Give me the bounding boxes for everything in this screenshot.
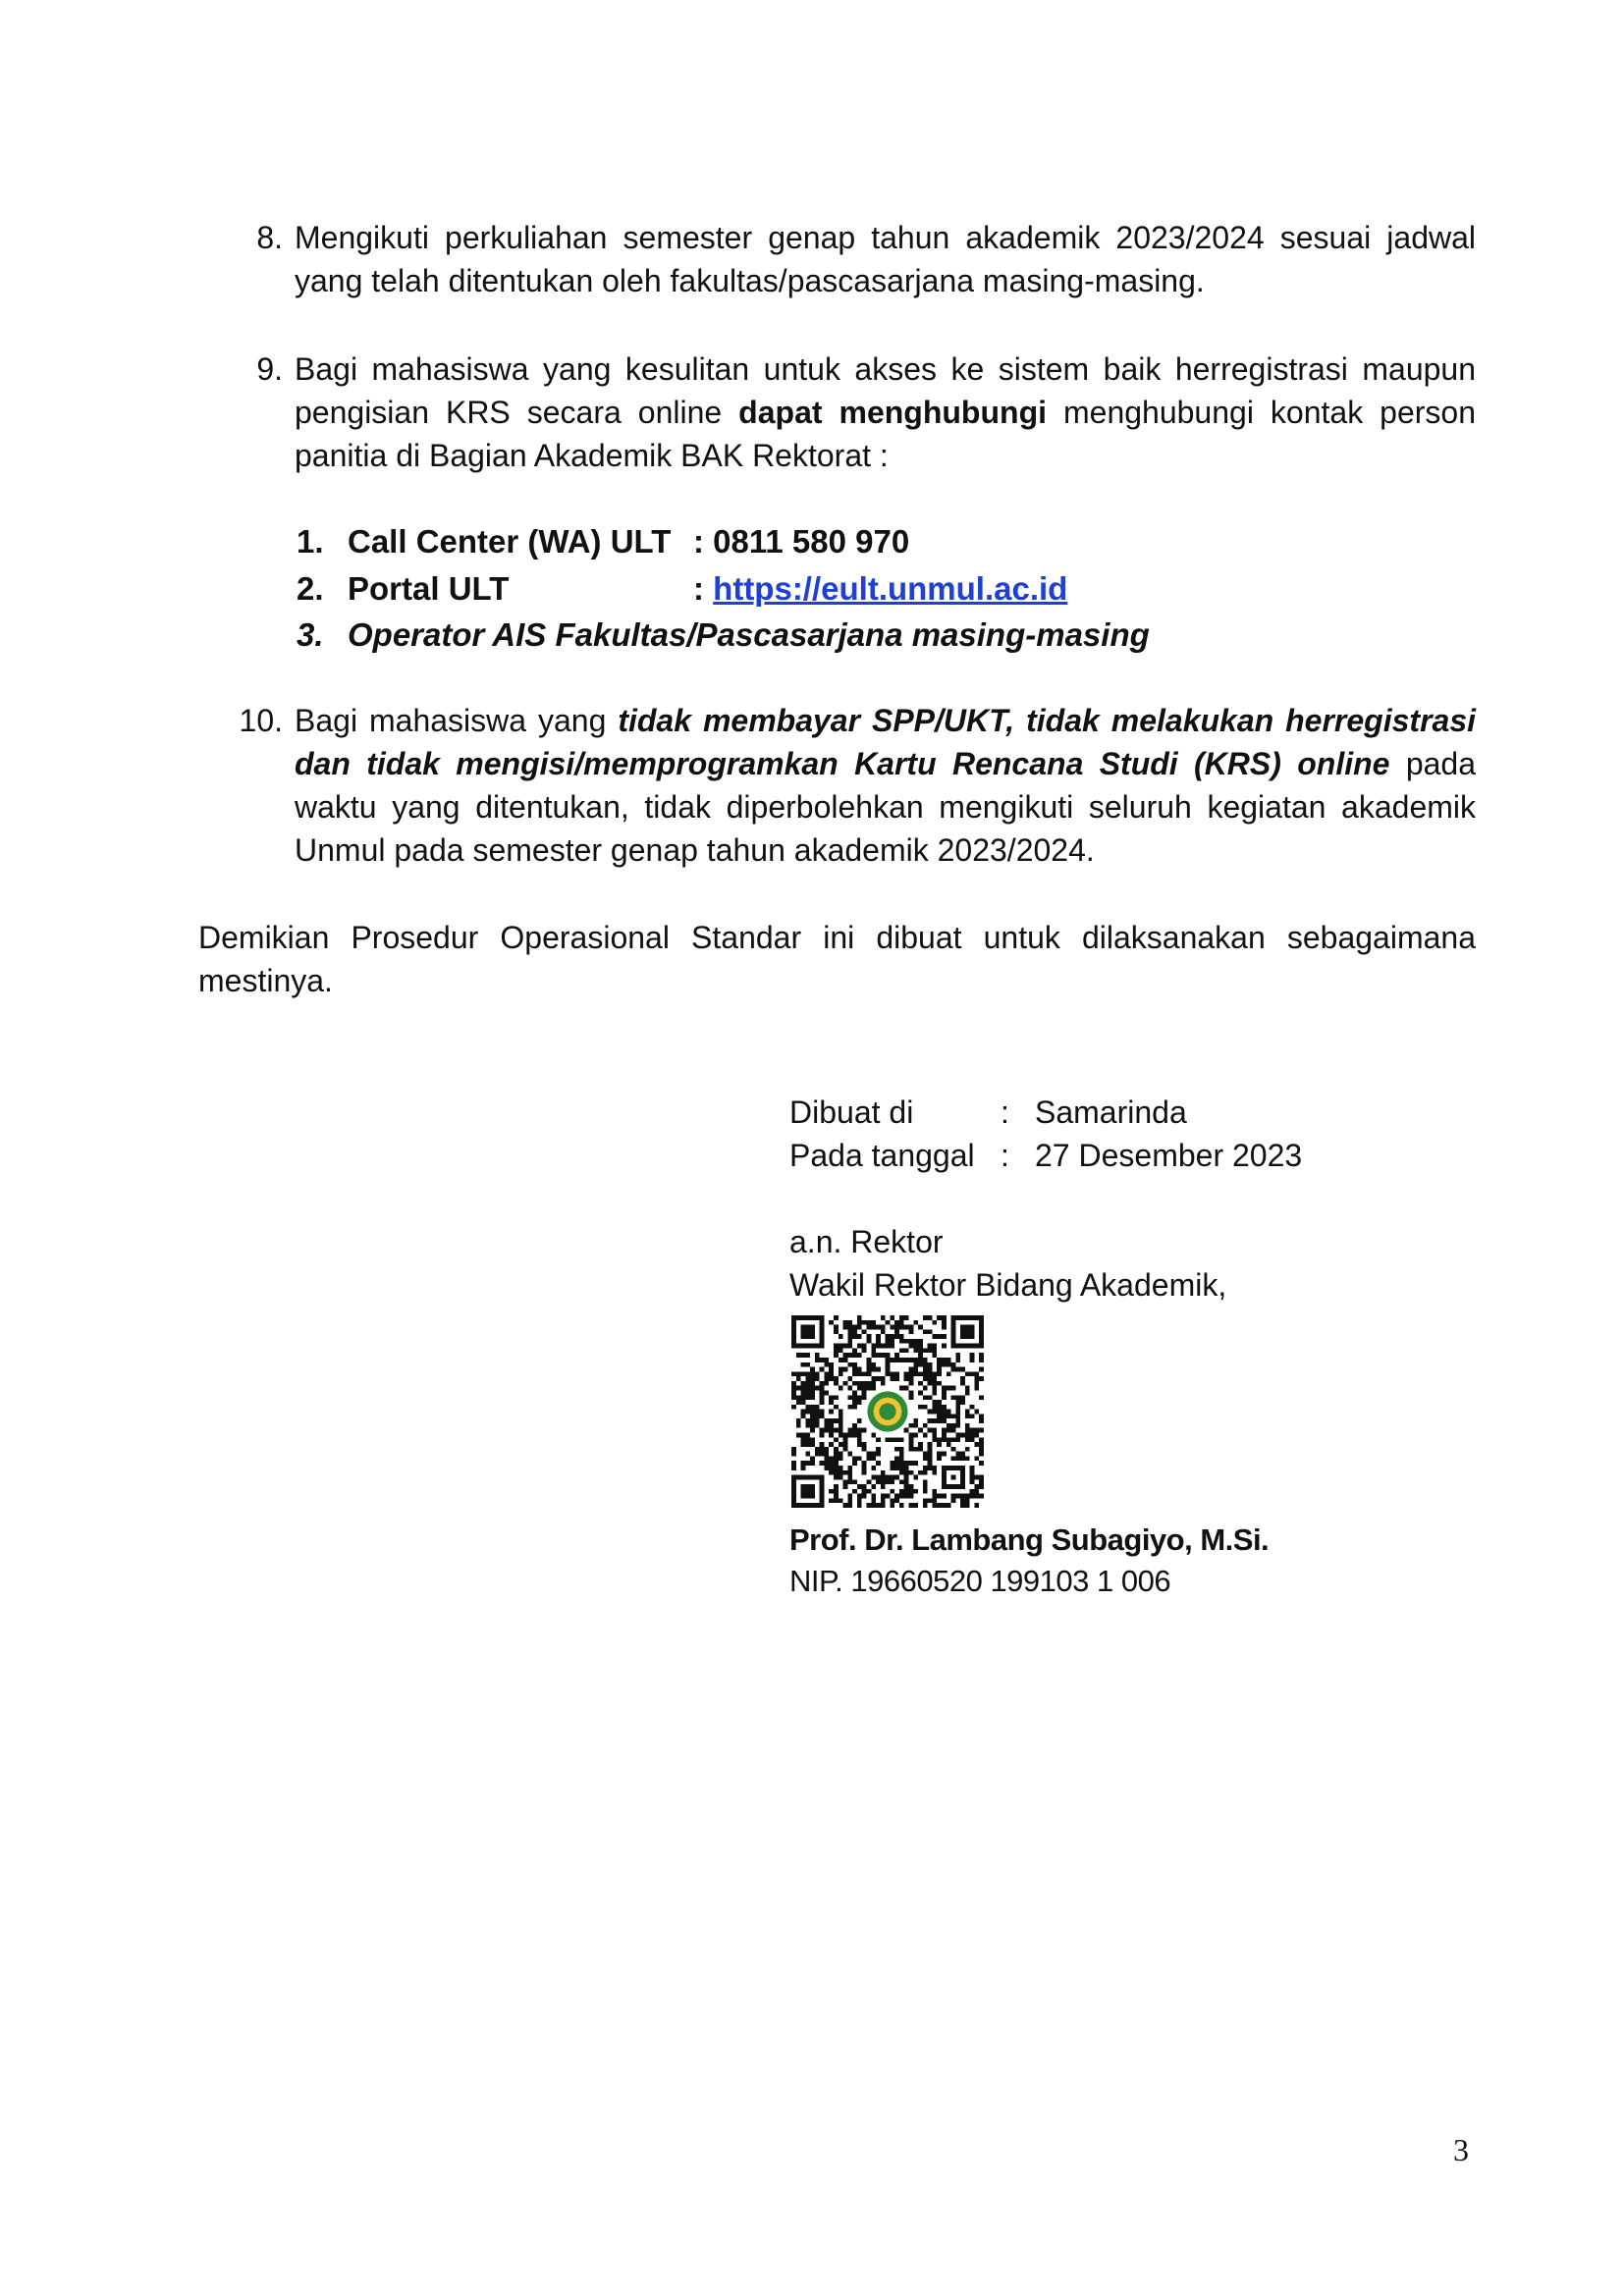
contact-operator: 3. Operator AIS Fakultas/Pascasarjana masing-masing: [297, 616, 1150, 653]
item-8-text: Mengikuti perkuliahan semester genap tahun akademik 2023/2024 sesuai jadwal yang telah ditentukan oleh fakultas/pascasarjana masing-masing.: [295, 220, 1476, 298]
item-number-9: 9.: [256, 351, 283, 387]
item-number-8: 8.: [256, 220, 283, 255]
item-9-text: Bagi mahasiswa yang kesulitan untuk akses ke sistem baik herregistrasi maupun pengisian KRS secara online dapat menghubungi menghubungi kontak person panitia di Bagian Akademik BAK Rektorat :: [295, 351, 1477, 473]
page-number: 3: [1453, 2132, 1469, 2167]
signer-name: Prof. Dr. Lambang Subagiyo, M.Si.: [789, 1522, 1270, 1557]
signer-position: Wakil Rektor Bidang Akademik,: [789, 1267, 1227, 1303]
item-10-emphasis: tidak membayar SPP/UKT, tidak melakukan herregistrasi dan tidak mengisi/memprogramkan Kartu Rencana Studi (KRS) online: [295, 703, 1477, 781]
place-line: Dibuat di : Samarinda: [789, 1095, 1187, 1130]
closing-statement: Demikian Prosedur Operasional Standar ini dibuat untuk dilaksanakan sebagaimana mestinya.: [198, 920, 1476, 998]
date-line: Pada tanggal : 27 Desember 2023: [789, 1138, 1303, 1173]
portal-link[interactable]: https://eult.unmul.ac.id: [713, 570, 1068, 607]
qr-code-signature: [791, 1315, 984, 1508]
item-10-text: Bagi mahasiswa yang tidak membayar SPP/UKT, tidak melakukan herregistrasi dan tidak mengisi/memprogramkan Kartu Rencana Studi (KRS) online pada waktu yang ditentukan, tidak diperbolehkan mengikuti seluruh kegiatan akademik Unmul pada semester genap tahun akademik 2023/2024.: [295, 703, 1477, 868]
item-9-bold: dapat menghubungi: [738, 395, 1048, 430]
item-number-10: 10.: [239, 703, 283, 738]
on-behalf: a.n. Rektor: [789, 1224, 944, 1259]
contact-portal: 2. Portal ULT : https://eult.unmul.ac.id: [297, 570, 1068, 607]
signer-nip: NIP. 19660520 199103 1 006: [789, 1564, 1171, 1598]
contact-call-center: 1. Call Center (WA) ULT : 0811 580 970: [297, 523, 910, 560]
